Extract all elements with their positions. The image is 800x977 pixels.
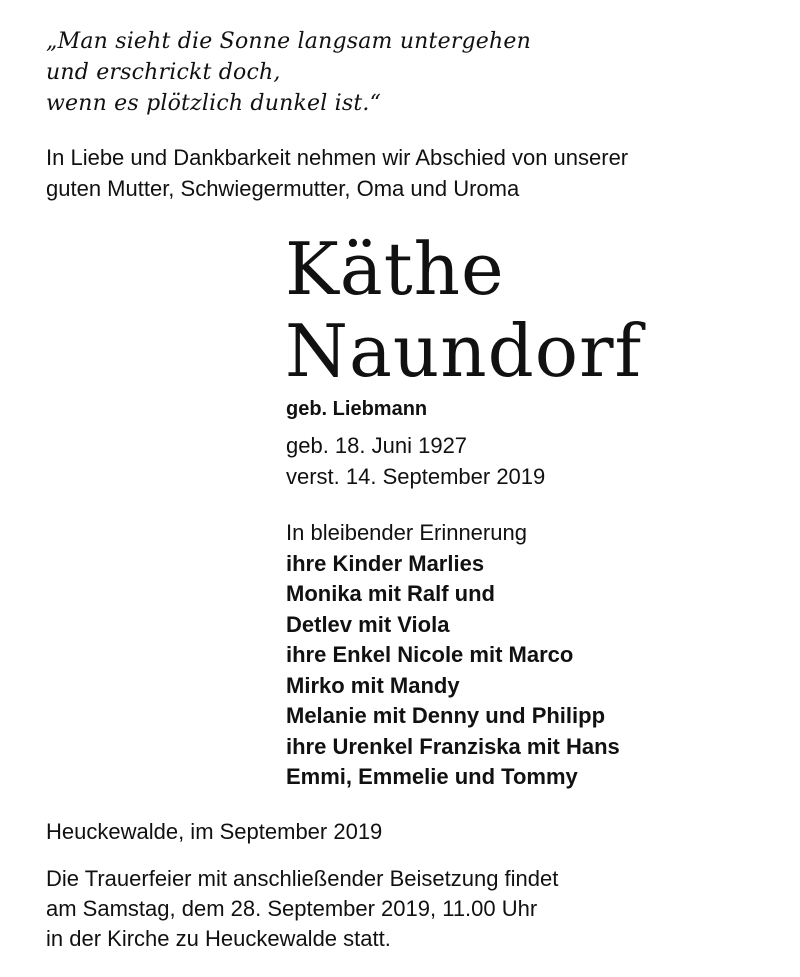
intro-line: In Liebe und Dankbarkeit nehmen wir Abschied von unserer xyxy=(46,145,629,170)
maiden-name: geb. Liebmann xyxy=(286,398,428,420)
mourner-line: ihre Enkel Nicole mit Marco xyxy=(286,642,574,667)
quote-line: „Man sieht die Sonne langsam untergehen xyxy=(46,29,531,54)
quote-line: wenn es plötzlich dunkel ist.“ xyxy=(46,91,382,116)
birth-date: geb. 18. Juni 1927 xyxy=(286,433,468,458)
life-dates xyxy=(286,430,545,492)
deceased-first-name: Käthe xyxy=(285,227,505,311)
place-and-date: Heuckewalde, im September 2019 xyxy=(46,819,383,844)
mourner-line: Mirko mit Mandy xyxy=(286,672,460,698)
mourner-line: ihre Kinder Marlies xyxy=(286,550,485,576)
memorial-quote xyxy=(46,26,531,119)
intro-line: guten Mutter, Schwiegermutter, Oma und Uroma xyxy=(46,176,520,201)
mourners-list xyxy=(286,518,620,793)
quote-line: und erschrickt doch, xyxy=(46,60,281,85)
mourner-line: Monika mit Ralf und xyxy=(286,581,495,606)
funeral-line: am Samstag, dem 28. September 2019, 11.00 Uhr xyxy=(46,896,538,921)
funeral-line: in der Kirche zu Heuckewalde statt. xyxy=(46,926,391,951)
funeral-details xyxy=(46,864,558,954)
death-date: verst. 14. September 2019 xyxy=(286,464,546,489)
mourner-line: Detlev mit Viola xyxy=(286,611,450,637)
mourners-intro: In bleibender Erinnerung xyxy=(286,520,527,545)
mourner-line: Melanie mit Denny und Philipp xyxy=(286,703,606,728)
mourner-line: Emmi, Emmelie und Tommy xyxy=(286,764,578,789)
deceased-name xyxy=(285,228,642,392)
mourner-line: ihre Urenkel Franziska mit Hans xyxy=(286,733,620,759)
farewell-intro xyxy=(46,142,628,204)
funeral-line: Die Trauerfeier mit anschließender Beisetzung findet xyxy=(46,866,559,891)
deceased-last-name: Naundorf xyxy=(285,309,643,393)
